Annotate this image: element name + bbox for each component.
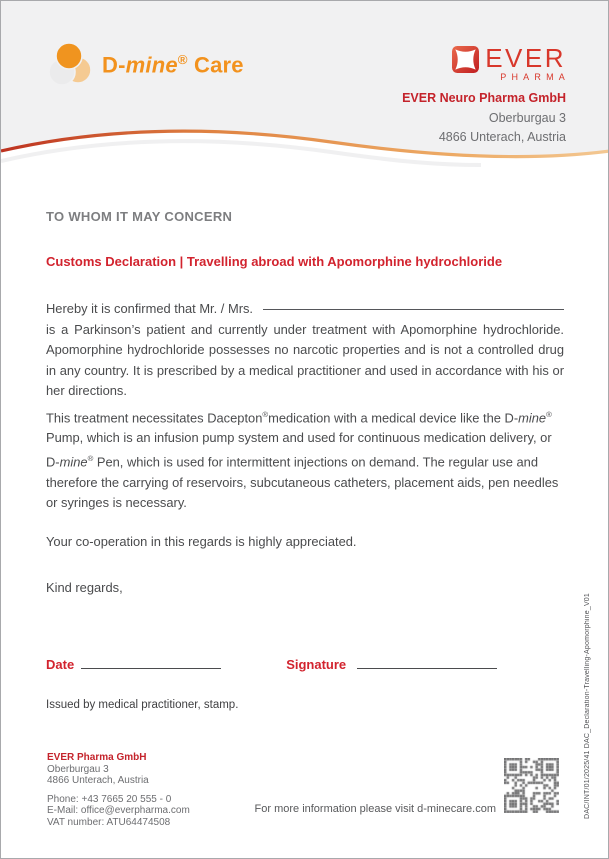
footer-email: E-Mail: office@everpharma.com (47, 805, 190, 816)
paragraph-2: This treatment necessitates Dacepton®medication with a medical device like the D-mine® Pump, which is an infusion pump system and used for continuous medication delivery, or D-mine® Pen, which is used for intermittent injections on demand. The regular use and therefore the carrying of reservoirs, subcutaneous catheters, placement aids, pen needles or syringes is necessary. (46, 409, 559, 511)
dmine-care-logo (48, 43, 244, 87)
date-signature-row (46, 657, 564, 672)
footer-contact-block (47, 752, 190, 828)
paragraph-1: is a Parkinson’s patient and currently under treatment with Apomorphine hydrochloride. Apomorphine hydrochloride possesses no narcotic properties and is not a controlled drug in any country. It is prescribed by a medical practitioner and used in accordance with his or her directions. (46, 321, 564, 398)
signature-group (286, 657, 497, 672)
signature-blank-line (357, 657, 497, 669)
letterhead (1, 1, 609, 169)
header-address-line2: 4866 Unterach, Austria (438, 130, 566, 144)
footer-company-name: EVER Pharma GmbH (47, 752, 147, 763)
signature-label: Signature (286, 656, 347, 672)
appreciation-line: Your co-operation in this regards is highly appreciated. (46, 533, 357, 549)
salutation: TO WHOM IT MAY CONCERN (46, 209, 233, 224)
date-blank-line (81, 657, 221, 669)
letter-body (46, 169, 564, 711)
footer-phone: Phone: +43 7665 20 555 - 0 (47, 793, 172, 805)
issued-note: Issued by medical practitioner, stamp. (46, 698, 239, 711)
header-address-line1: Oberburgau 3 (488, 111, 566, 125)
dmine-care-wordmark: D-mine® Care (102, 51, 244, 78)
footer-contact-lines (47, 794, 190, 829)
footer-vat: VAT number: ATU64474508 (47, 816, 171, 828)
ever-pharma-logo (402, 43, 570, 82)
subject-line: Customs Declaration | Travelling abroad with Apomorphine hydrochloride (46, 254, 503, 269)
header-address (402, 109, 566, 147)
footer-address-line1: Oberburgau 3 (47, 763, 109, 775)
header-company-name: EVER Neuro Pharma GmbH (402, 91, 566, 105)
more-info-line: For more information please visit d-minecare.com (254, 803, 496, 815)
document-code: DAC/INT/01/2025/41 DAC_Declaration-Travelling-Apomorphine_V01 (584, 593, 591, 819)
date-label: Date (46, 656, 75, 672)
name-blank-line (263, 309, 564, 310)
intro-line (46, 299, 564, 320)
ever-x-icon (452, 46, 479, 73)
ever-wordmark: EVER PHARMA (485, 43, 570, 82)
closing-line: Kind regards, (46, 580, 123, 596)
footer-address-line2: 4866 Unterach, Austria (47, 775, 149, 786)
intro-text: Hereby it is confirmed that Mr. / Mrs. (46, 301, 254, 316)
ever-pharma-block (402, 43, 570, 147)
qr-code-icon (504, 758, 559, 813)
dmine-swirl-icon (48, 43, 92, 87)
